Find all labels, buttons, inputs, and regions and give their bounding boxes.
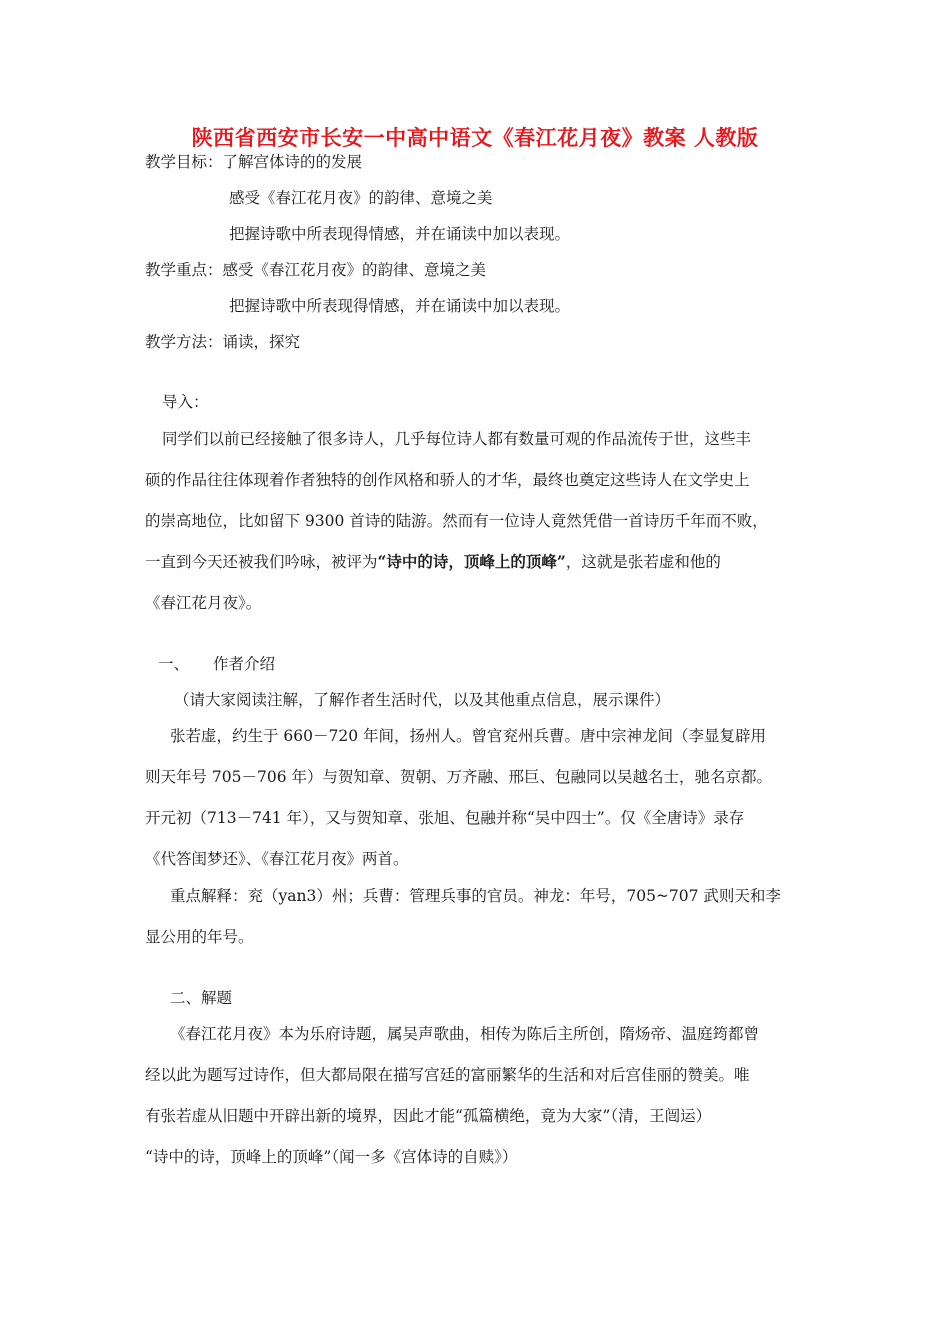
section-1-heading xyxy=(158,654,275,674)
objective-item-3: 把握诗歌中所表现得情感，并在诵读中加以表现。 xyxy=(229,225,571,243)
objectives-label: 教学目标： xyxy=(145,153,223,171)
intro-line-1: 同学们以前已经接触了很多诗人，几乎每位诗人都有数量可观的作品流传于世，这些丰 xyxy=(162,430,752,448)
key-points-label: 教学重点： xyxy=(145,261,223,279)
bio-line-2: 则天年号 705－706 年）与贺知章、贺朝、万齐融、邢巨、包融同以吴越名士，驰名京都。 xyxy=(145,768,773,786)
gloss-line-1: 重点解释：兖（yan3）州；兵曹：管理兵事的官员。神龙：年号，705~707 武则天和李 xyxy=(170,887,781,905)
objectives-row-1 xyxy=(145,152,362,172)
document-title: 陕西省西安市长安一中高中语文《春江花月夜》教案 人教版 xyxy=(191,125,759,150)
intro-heading: 导入： xyxy=(162,393,209,411)
key-point-item-1: 感受《春江花月夜》的韵律、意境之美 xyxy=(222,261,487,279)
section-1-note: （请大家阅读注解，了解作者生活时代，以及其他重点信息，展示课件） xyxy=(174,691,671,709)
intro-line-4 xyxy=(145,552,721,572)
key-point-item-2: 把握诗歌中所表现得情感，并在诵读中加以表现。 xyxy=(229,297,571,315)
bio-line-1: 张若虚，约生于 660－720 年间，扬州人。曾官兖州兵曹。唐中宗神龙间（李显复辟用 xyxy=(170,727,767,745)
intro-quote-bold: “诗中的诗，顶峰上的顶峰” xyxy=(377,552,566,571)
intro-line-3: 的崇高地位，比如留下 9300 首诗的陆游。然而有一位诗人竟然凭借一首诗历千年而不败， xyxy=(145,512,768,530)
section-1-number: 一、 xyxy=(158,655,190,673)
bio-line-3: 开元初（713－741 年），又与贺知章、张旭、包融并称“吴中四士”。仅《全唐诗》录存 xyxy=(145,809,745,827)
methods-value: 诵读，探究 xyxy=(222,333,301,351)
section-2-line-2: 经以此为题写过诗作，但大都局限在描写宫廷的富丽繁华的生活和对后宫佳丽的赞美。唯 xyxy=(145,1066,750,1084)
bio-line-4: 《代答闺梦还》、《春江花月夜》两首。 xyxy=(145,850,409,868)
methods-row xyxy=(145,332,300,352)
key-points-row-1 xyxy=(145,260,486,280)
intro-line-5: 《春江花月夜》。 xyxy=(145,594,262,612)
section-2-line-4: “诗中的诗，顶峰上的顶峰”（闻一多《宫体诗的自赎》） xyxy=(145,1148,518,1166)
intro-line-4-post: ，这就是张若虚和他的 xyxy=(565,553,721,571)
section-1-title: 作者介绍 xyxy=(213,655,276,673)
objective-item-1: 了解宫体诗的的发展 xyxy=(222,153,363,171)
section-2-line-1: 《春江花月夜》本为乐府诗题，属吴声歌曲，相传为陈后主所创，隋炀帝、温庭筠都曾 xyxy=(170,1025,760,1043)
intro-line-4-pre: 一直到今天还被我们吟咏，被评为 xyxy=(145,553,378,571)
section-2-heading: 二、解题 xyxy=(170,989,233,1007)
objective-item-2: 感受《春江花月夜》的韵律、意境之美 xyxy=(229,189,493,207)
intro-line-2: 硕的作品往往体现着作者独特的创作风格和骄人的才华，最终也奠定这些诗人在文学史上 xyxy=(145,471,750,489)
section-2-line-3: 有张若虚从旧题中开辟出新的境界，因此才能“孤篇横绝，竟为大家”（清，王闿运） xyxy=(145,1107,712,1125)
methods-label: 教学方法： xyxy=(145,333,223,351)
gloss-line-2: 显公用的年号。 xyxy=(145,928,254,946)
